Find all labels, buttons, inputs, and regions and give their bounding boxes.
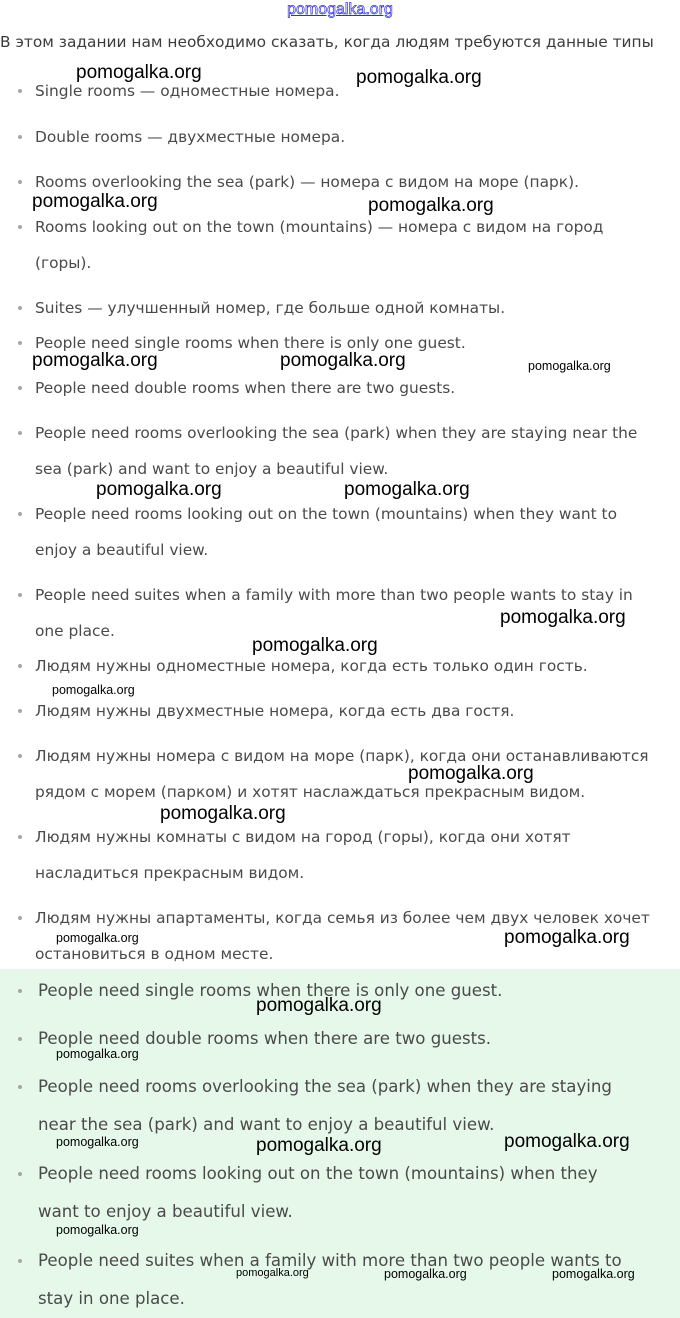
watermark: pomogalka.org: [408, 763, 534, 784]
bullet-icon: [18, 225, 22, 229]
bullet-icon: [18, 1172, 22, 1176]
watermark: pomogalka.org: [368, 195, 494, 216]
bullet-icon: [18, 306, 22, 310]
bullet-icon: [18, 89, 22, 93]
watermark: pomogalka.org: [256, 1135, 382, 1156]
watermark: pomogalka.org: [56, 931, 139, 945]
watermark: pomogalka.org: [32, 350, 158, 371]
list-item-text: People need rooms looking out on the town (mountains) when they want to enjoy a beautiful view.: [35, 505, 618, 559]
list-item-text: Rooms looking out on the town (mountains) — номера с видом на город (горы).: [35, 218, 604, 272]
list-item-text: Людям нужны одноместные номера, когда есть только один гость.: [35, 657, 588, 675]
bullet-icon: [18, 135, 22, 139]
list-item-text: People need double rooms when there are two guests.: [35, 379, 456, 397]
watermark: pomogalka.org: [252, 635, 378, 656]
list-item-text: People need single rooms when there is only one guest.: [35, 334, 466, 352]
list-item-text: Rooms overlooking the sea (park) — номера с видом на море (парк).: [35, 173, 579, 191]
bullet-icon: [18, 664, 22, 668]
watermark: pomogalka.org: [344, 479, 470, 500]
watermark: pomogalka.org: [160, 803, 286, 824]
watermark: pomogalka.org: [32, 191, 158, 212]
bullet-icon: [18, 989, 22, 993]
list-item-text: People need suites when a family with more than two people wants to stay in one place.: [38, 1251, 622, 1308]
watermark: pomogalka.org: [76, 62, 202, 83]
bullet-icon: [18, 180, 22, 184]
bullet-icon: [18, 386, 22, 390]
watermark: pomogalka.org: [56, 1047, 139, 1061]
bullet-icon: [18, 341, 22, 345]
intro-text: В этом задании нам необходимо сказать, когда людям требуются данные типы: [0, 33, 654, 51]
watermark: pomogalka.org: [96, 479, 222, 500]
list-item-text: Людям нужны номера с видом на море (парк), когда они останавливаются рядом с морем (парком) и хотят наслаждаться прекрасным видом.: [35, 747, 649, 801]
bullet-icon: [18, 1085, 22, 1089]
bullet-icon: [18, 754, 22, 758]
watermark: pomogalka.org: [256, 995, 382, 1016]
bullet-icon: [18, 709, 22, 713]
watermark: pomogalka.org: [56, 1223, 139, 1237]
list-item-text: People need suites when a family with more than two people wants to stay in one place.: [35, 586, 633, 640]
watermark: pomogalka.org: [504, 927, 630, 948]
watermark: pomogalka.org: [384, 1267, 467, 1281]
bullet-icon: [18, 512, 22, 516]
list-item-text: People need rooms looking out on the town (mountains) when they want to enjoy a beautiful view.: [38, 1164, 598, 1221]
list-item-text: People need rooms overlooking the sea (park) when they are staying near the sea (park) and want to enjoy a beautiful view.: [35, 424, 638, 478]
bullet-icon: [18, 835, 22, 839]
watermark: pomogalka.org: [236, 1267, 309, 1279]
bullet-icon: [18, 1259, 22, 1263]
watermark: pomogalka.org: [52, 683, 135, 697]
list-item-text: People need single rooms when there is only one guest.: [38, 981, 503, 1000]
watermark: pomogalka.org: [56, 1135, 139, 1149]
list-item-text: Suites — улучшенный номер, где больше одной комнаты.: [35, 299, 506, 317]
watermark: pomogalka.org: [552, 1267, 635, 1281]
list-item-text: Double rooms — двухместные номера.: [35, 128, 346, 146]
list-item-text: Людям нужны двухместные номера, когда есть два гостя.: [35, 702, 515, 720]
bullet-icon: [18, 1037, 22, 1041]
list-item-text: Людям нужны апартаменты, когда семья из более чем двух человек хочет остановиться в одном месте.: [35, 909, 650, 963]
list-item-text: People need rooms overlooking the sea (park) when they are staying near the sea (park) and want to enjoy a beautiful view.: [38, 1077, 612, 1134]
watermark: pomogalka.org: [504, 1131, 630, 1152]
watermark: pomogalka.org: [280, 350, 406, 371]
list-item-text: Single rooms — одноместные номера.: [35, 82, 340, 100]
bullet-icon: [18, 431, 22, 435]
watermark: pomogalka.org: [356, 67, 482, 88]
bullet-icon: [18, 916, 22, 920]
bullet-icon: [18, 593, 22, 597]
site-link[interactable]: pomogalka.org: [287, 1, 393, 18]
watermark: pomogalka.org: [528, 359, 611, 373]
list-item-text: People need double rooms when there are two guests.: [38, 1029, 492, 1048]
watermark: pomogalka.org: [500, 607, 626, 628]
list-item-text: Людям нужны комнаты с видом на город (горы), когда они хотят насладиться прекрасным видом.: [35, 828, 571, 882]
